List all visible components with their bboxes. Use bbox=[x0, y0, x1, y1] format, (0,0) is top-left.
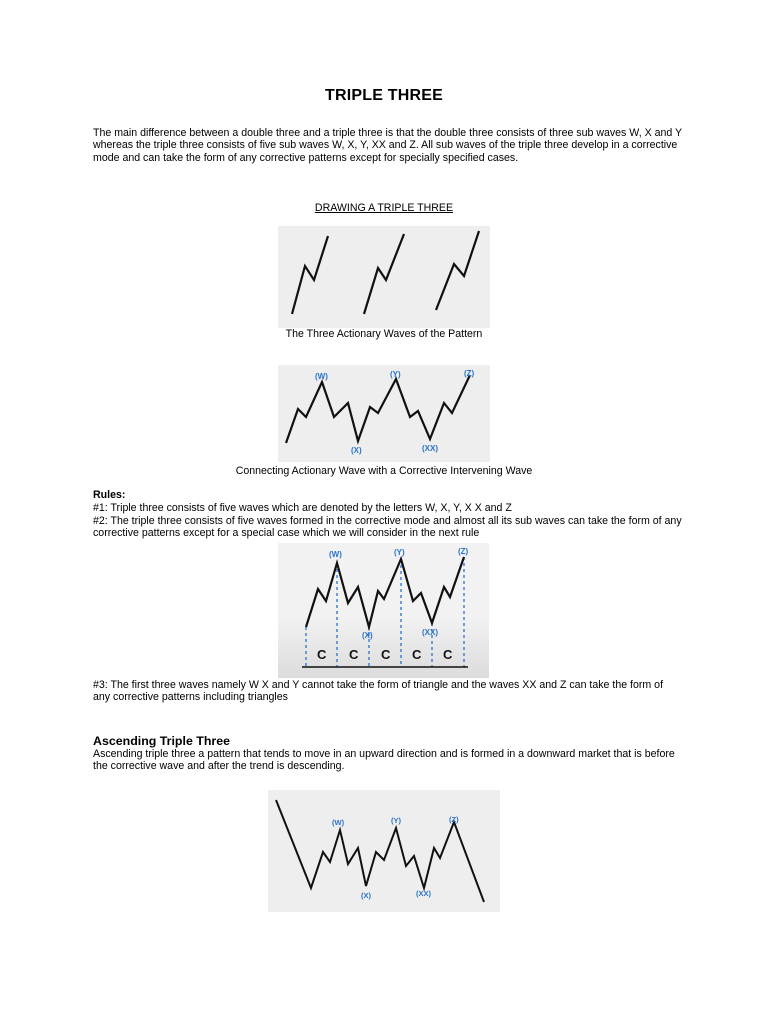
drawing-heading: DRAWING A TRIPLE THREE bbox=[314, 202, 454, 214]
label-x: (X) bbox=[362, 631, 373, 640]
page-title: TRIPLE THREE bbox=[325, 87, 443, 104]
figure-connecting-waves bbox=[278, 365, 490, 462]
figure-actionary-waves bbox=[278, 226, 490, 328]
corrective-wave-line bbox=[306, 557, 464, 627]
label-y: (Y) bbox=[394, 548, 405, 557]
label-y: (Y) bbox=[390, 370, 401, 379]
ascending-heading: Ascending Triple Three bbox=[93, 734, 231, 748]
actionary-wave-1 bbox=[292, 236, 328, 314]
rule-3: #3: The first three waves namely W X and Y cannot take the form of triangle and the waves XX and Z can take the form of any corrective patterns including triangles bbox=[93, 679, 664, 704]
label-z: (Z) bbox=[458, 547, 469, 556]
c-label-2: C bbox=[349, 647, 359, 662]
label-y: (Y) bbox=[391, 816, 401, 825]
label-w: (W) bbox=[315, 372, 328, 381]
rules-heading: Rules: bbox=[93, 489, 126, 501]
label-x: (X) bbox=[351, 446, 362, 455]
label-xx: (XX) bbox=[422, 628, 438, 637]
c-label-4: C bbox=[412, 647, 422, 662]
caption-actionary-waves: The Three Actionary Waves of the Pattern bbox=[285, 328, 483, 340]
actionary-wave-2 bbox=[364, 234, 404, 314]
label-z: (Z) bbox=[449, 815, 459, 824]
label-xx: (XX) bbox=[422, 444, 438, 453]
label-x: (X) bbox=[361, 891, 371, 900]
actionary-wave-3 bbox=[436, 231, 479, 310]
rule-1: #1: Triple three consists of five waves which are denoted by the letters W, X, Y, X X and Z bbox=[93, 502, 512, 514]
c-label-3: C bbox=[381, 647, 391, 662]
actionary-waves-drawing bbox=[278, 226, 490, 328]
connecting-wave-line bbox=[286, 375, 470, 443]
label-xx: (XX) bbox=[416, 889, 431, 898]
label-w: (W) bbox=[329, 550, 342, 559]
c-label-5: C bbox=[443, 647, 453, 662]
label-z: (Z) bbox=[464, 369, 475, 378]
c-label-1: C bbox=[317, 647, 327, 662]
corrective-waves-drawing bbox=[278, 543, 489, 678]
ascending-paragraph: Ascending triple three a pattern that tends to move in an upward direction and is formed in a downward market that is before the corrective wave and after the trend is descending. bbox=[93, 748, 675, 773]
label-w: (W) bbox=[332, 818, 345, 827]
ascending-waves-drawing bbox=[268, 790, 500, 912]
connecting-waves-drawing bbox=[278, 365, 490, 462]
rule-2: #2: The triple three consists of five waves formed in the corrective mode and almost all its sub waves can take the form of any corrective patterns except for a special case which we will consider in the next rule bbox=[93, 515, 682, 540]
caption-connecting-waves: Connecting Actionary Wave with a Corrective Intervening Wave bbox=[235, 465, 533, 477]
figure-ascending-triple-three bbox=[268, 790, 500, 912]
figure-corrective-waves bbox=[278, 543, 489, 678]
intro-paragraph: The main difference between a double three and a triple three is that the double three consists of three sub waves W, X and Y whereas the triple three consists of five sub waves W, X, Y, XX and Z. All sub waves of the triple three develop in a corrective mode and can take the form of any corrective patterns except for specially specified cases. bbox=[93, 127, 682, 164]
